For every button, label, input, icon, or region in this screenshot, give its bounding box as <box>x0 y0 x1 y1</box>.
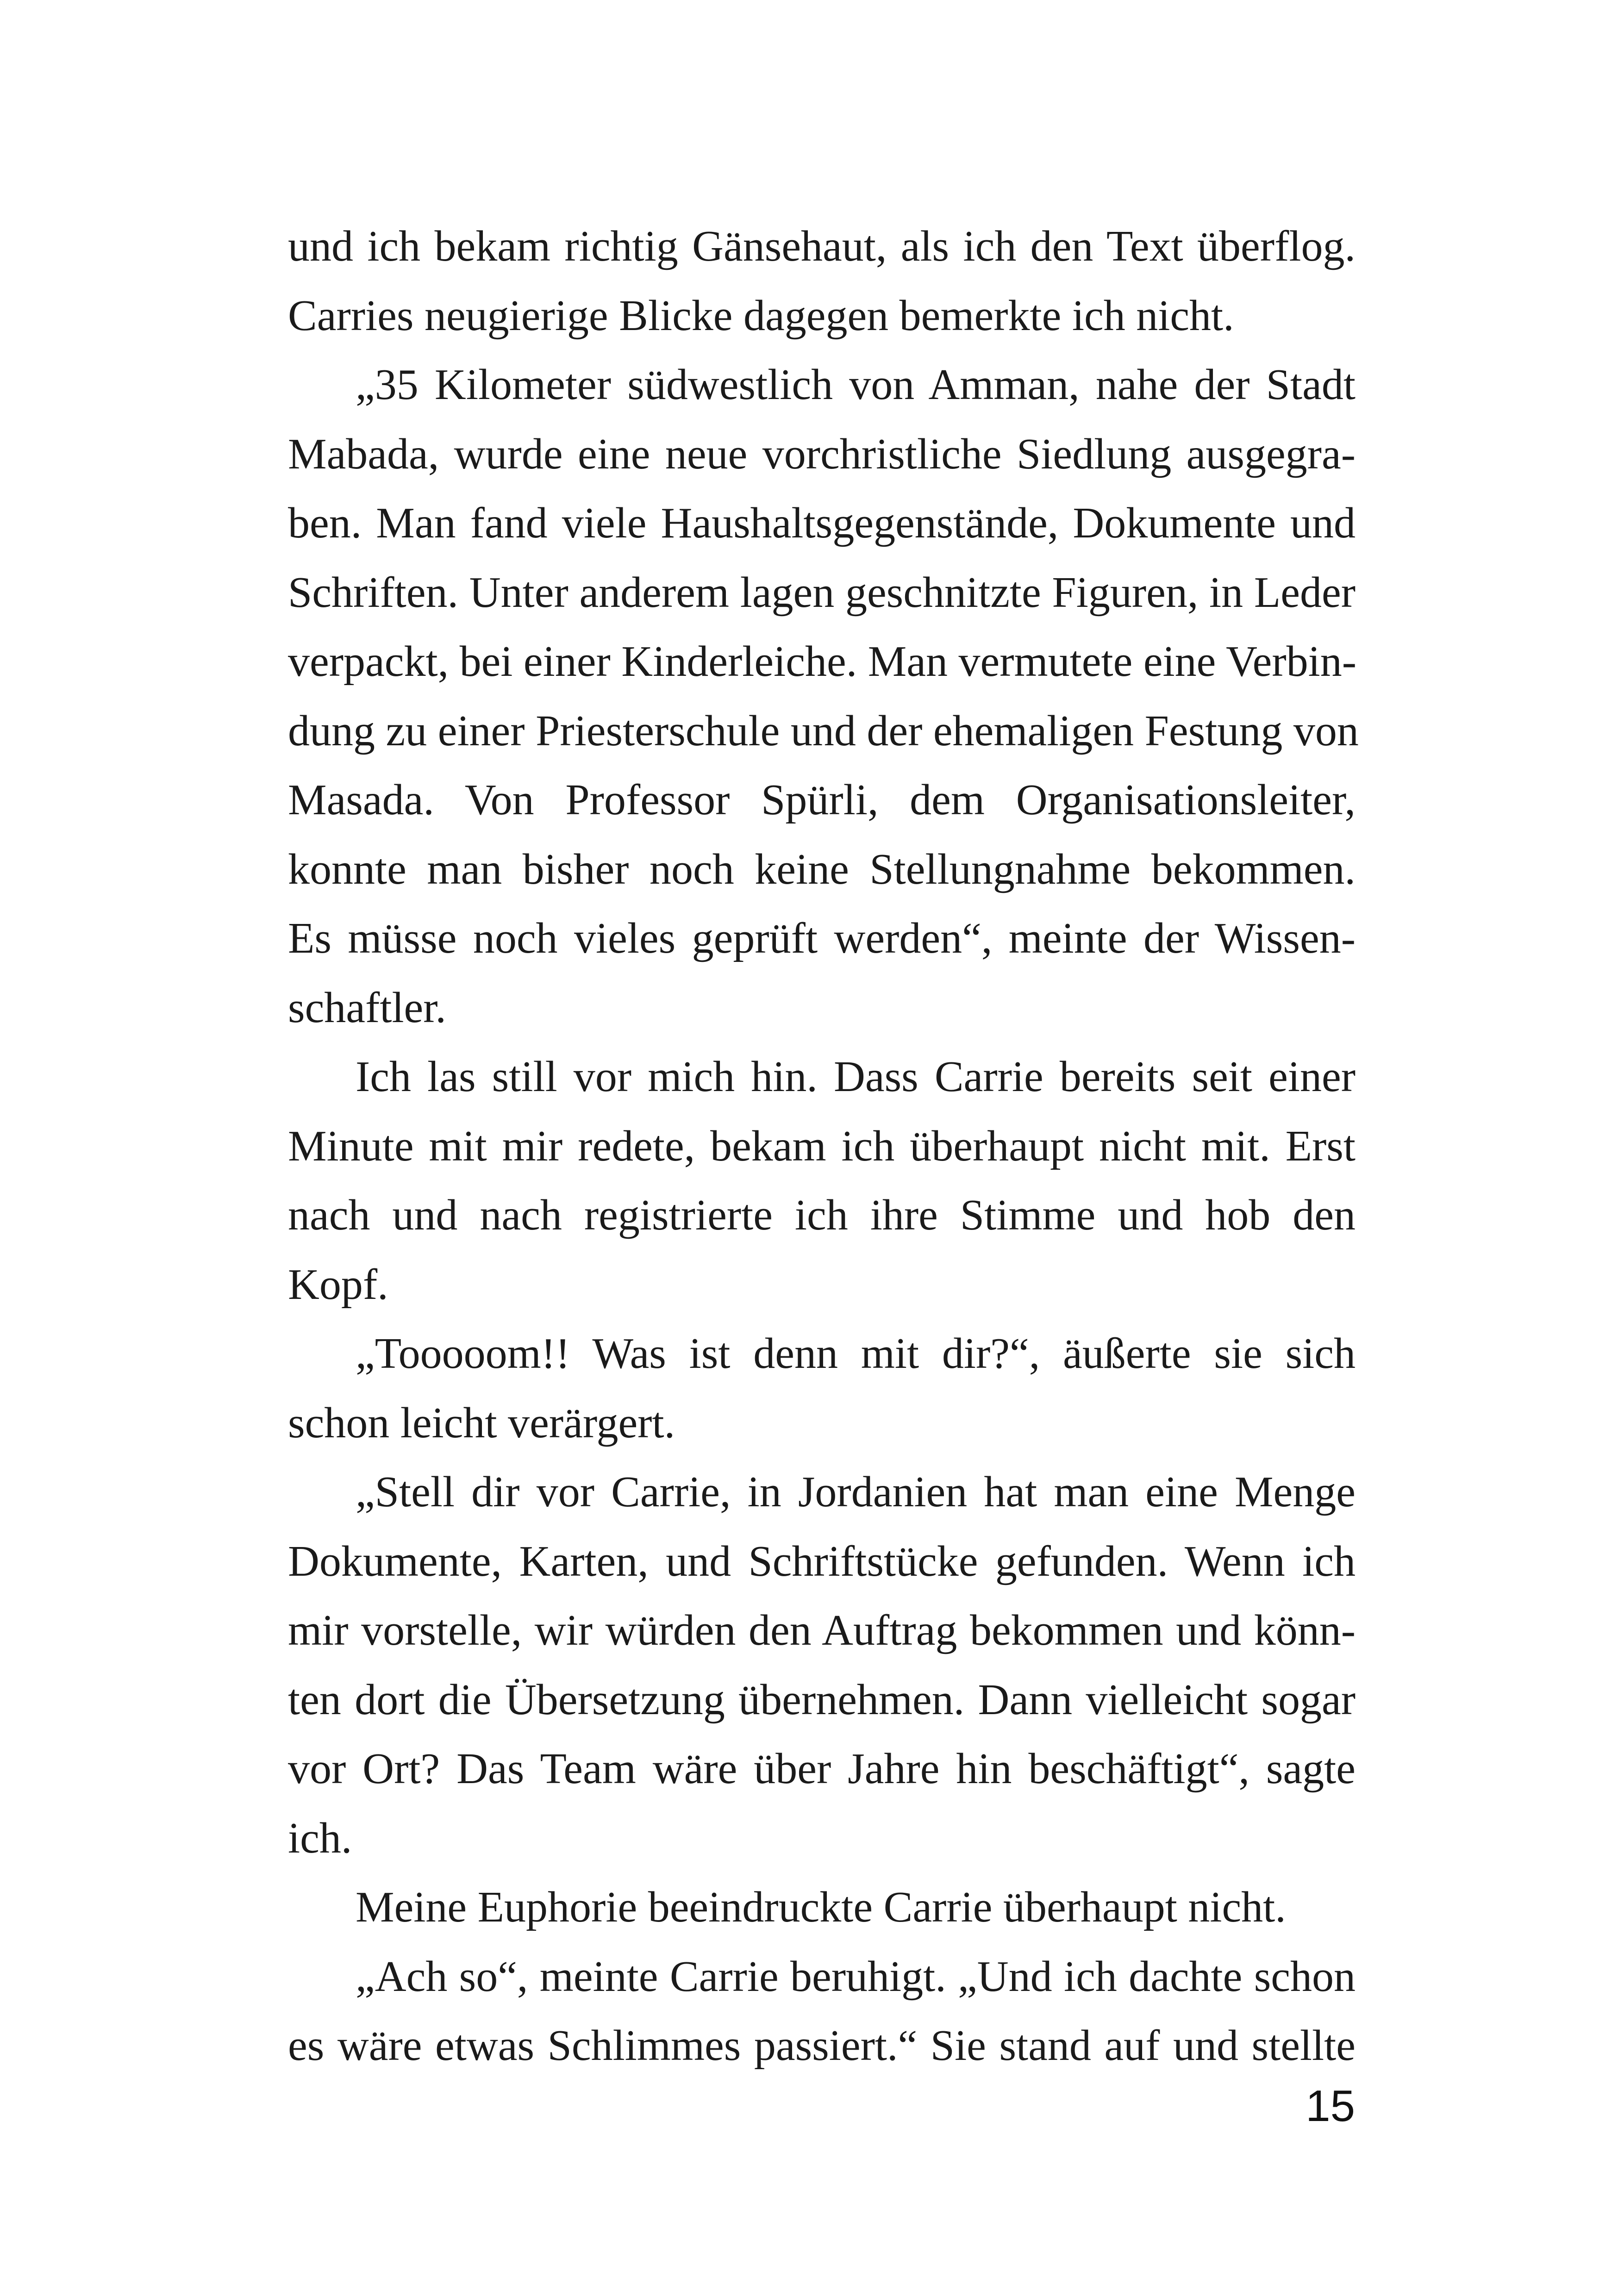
text-line: Minute mit mir redete, bekam ich überhaupt nicht mit. Erst <box>288 1122 1356 1170</box>
text-line: nach und nach registrierte ich ihre Stimme und hob den <box>288 1191 1356 1239</box>
text-line: Masada. Von Professor Spürli, dem Organisationsleiter, <box>288 776 1356 824</box>
page-number: 15 <box>1306 2081 1355 2131</box>
text-line: Ich las still vor mich hin. Dass Carrie bereits seit einer <box>356 1053 1356 1101</box>
text-line: Meine Euphorie beeindruckte Carrie überhaupt nicht. <box>356 1883 1286 1931</box>
text-line: Schriften. Unter anderem lagen geschnitzte Figuren, in Leder <box>288 568 1356 617</box>
text-line: vor Ort? Das Team wäre über Jahre hin beschäftigt“, sagte <box>288 1745 1356 1793</box>
text-line: ben. Man fand viele Haushaltsgegenstände, Dokumente und <box>288 499 1356 547</box>
body-text <box>288 212 1359 2081</box>
text-line: verpackt, bei einer Kinderleiche. Man vermutete eine Verbin- <box>288 637 1357 686</box>
text-line: „Ach so“, meinte Carrie beruhigt. „Und ich dachte schon <box>356 1952 1356 2001</box>
text-line: ten dort die Übersetzung übernehmen. Dann vielleicht sogar <box>288 1675 1356 1724</box>
text-line: mir vorstelle, wir würden den Auftrag bekommen und könn- <box>288 1606 1356 1654</box>
text-line: „Stell dir vor Carrie, in Jordanien hat man eine Menge <box>356 1468 1356 1516</box>
text-line: schaftler. <box>288 983 446 1032</box>
text-line: „35 Kilometer südwestlich von Amman, nahe der Stadt <box>356 361 1356 409</box>
text-line: ich. <box>288 1814 352 1862</box>
text-line: Es müsse noch vieles geprüft werden“, meinte der Wissen- <box>288 914 1356 962</box>
text-line: dung zu einer Priesterschule und der ehemaligen Festung von <box>288 706 1359 755</box>
text-line: konnte man bisher noch keine Stellungnahme bekommen. <box>288 845 1356 893</box>
text-line: es wäre etwas Schlimmes passiert.“ Sie stand auf und stellte <box>288 2021 1356 2070</box>
text-line: Carries neugierige Blicke dagegen bemerkte ich nicht. <box>288 291 1234 340</box>
text-line: Mabada, wurde eine neue vorchristliche Siedlung ausgegra- <box>288 430 1356 478</box>
text-line: „Tooooom!! Was ist denn mit dir?“, äußerte sie sich <box>356 1329 1356 1378</box>
text-line: und ich bekam richtig Gänsehaut, als ich den Text überflog. <box>288 222 1356 270</box>
text-line: Kopf. <box>288 1260 388 1309</box>
text-line: schon leicht verärgert. <box>288 1398 675 1447</box>
text-line: Dokumente, Karten, und Schriftstücke gefunden. Wenn ich <box>288 1537 1356 1585</box>
